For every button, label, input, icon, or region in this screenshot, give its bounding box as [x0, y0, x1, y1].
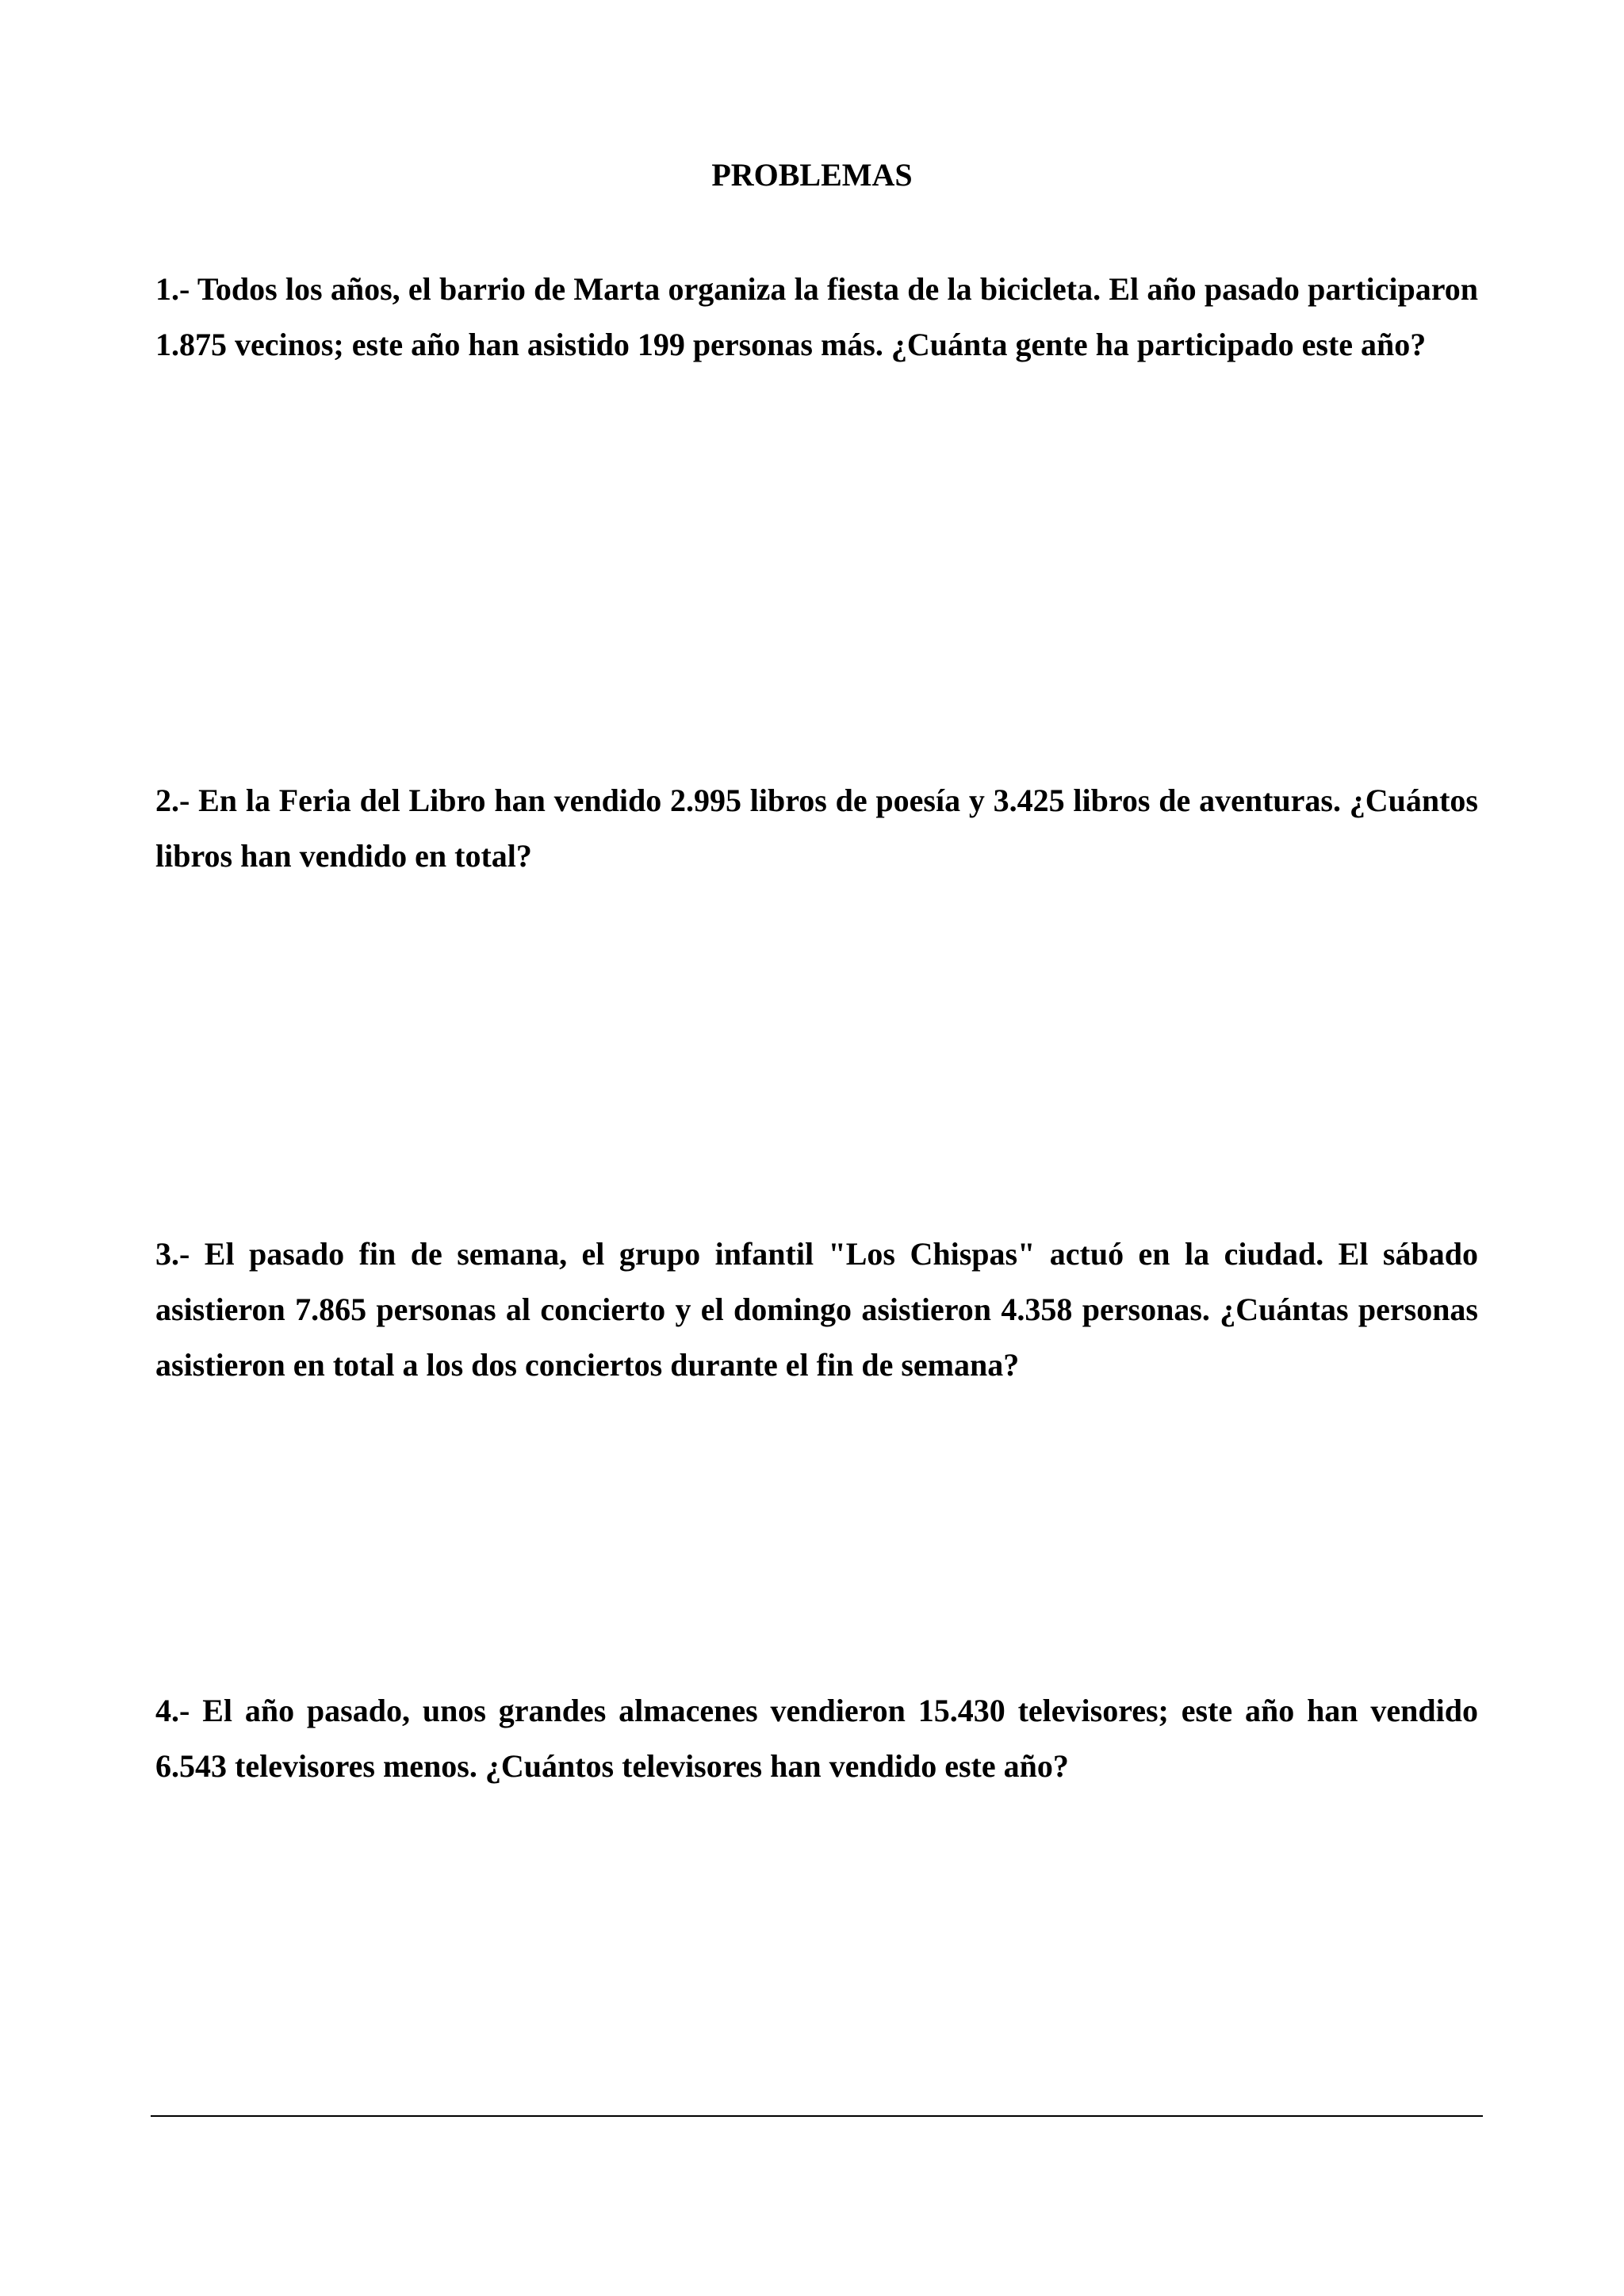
problem-number: 2.-	[155, 783, 190, 818]
footer-rule	[151, 2115, 1483, 2117]
problem-1	[155, 262, 1478, 373]
problem-number: 1.-	[155, 271, 190, 307]
problem-text: El pasado fin de semana, el grupo infantil "Los Chispas" actuó en la ciudad. El sábado asistieron 7.865 personas al concierto y el domingo asistieron 4.358 personas. ¿Cuántas personas asistieron en total a los dos conciertos durante el fin de semana?	[155, 1236, 1478, 1383]
problem-2	[155, 773, 1478, 884]
problem-number: 3.-	[155, 1236, 190, 1272]
problem-3	[155, 1226, 1478, 1393]
problem-text: El año pasado, unos grandes almacenes vendieron 15.430 televisores; este año han vendido 6.543 televisores menos. ¿Cuántos televisores han vendido este año?	[155, 1693, 1479, 1784]
page-title: PROBLEMAS	[711, 157, 913, 193]
problem-4	[155, 1683, 1478, 1794]
problem-text: Todos los años, el barrio de Marta organiza la fiesta de la bicicleta. El año pasado participaron 1.875 vecinos; este año han asistido 199 personas más. ¿Cuánta gente ha participado este año?	[155, 271, 1478, 362]
problem-number: 4.-	[155, 1693, 190, 1728]
problem-text: En la Feria del Libro han vendido 2.995 libros de poesía y 3.425 libros de aventuras. ¿Cuántos libros han vendido en total?	[155, 783, 1479, 874]
